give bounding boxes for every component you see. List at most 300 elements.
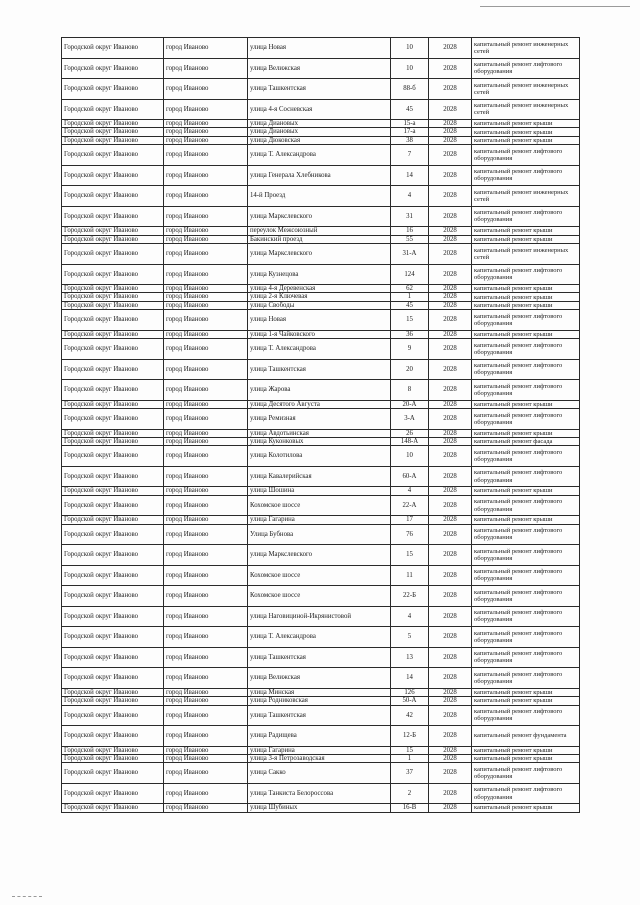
year-cell: 2028: [429, 606, 472, 627]
work-type-cell: капитальный ремонт крыши: [472, 516, 580, 524]
table-row: [62, 244, 580, 265]
street-cell: улица Колотилова: [248, 446, 391, 467]
settlement-cell: город Иваново: [164, 606, 248, 627]
settlement-cell: город Иваново: [164, 763, 248, 784]
work-type-cell: капитальный ремонт лифтового оборудования: [472, 466, 580, 487]
table-row: [62, 627, 580, 648]
street-cell: Кохомское шоссе: [248, 586, 391, 607]
house-number-cell: 16-В: [391, 804, 429, 812]
year-cell: 2028: [429, 763, 472, 784]
municipality-cell: Городской округ Иваново: [62, 359, 164, 380]
work-type-cell: капитальный ремонт крыши: [472, 688, 580, 696]
work-type-cell: капитальный ремонт крыши: [472, 301, 580, 309]
table-row: [62, 726, 580, 747]
work-type-cell: капитальный ремонт крыши: [472, 235, 580, 243]
work-type-cell: капитальный ремонт лифтового оборудования: [472, 206, 580, 227]
work-type-cell: капитальный ремонт инженерных сетей: [472, 244, 580, 265]
street-cell: улица Т. Александрова: [248, 145, 391, 166]
work-type-cell: капитальный ремонт лифтового оборудования: [472, 310, 580, 331]
municipality-cell: Городской округ Иваново: [62, 466, 164, 487]
municipality-cell: Городской округ Иваново: [62, 293, 164, 301]
year-cell: 2028: [429, 206, 472, 227]
settlement-cell: город Иваново: [164, 359, 248, 380]
table-row: [62, 38, 580, 59]
year-cell: 2028: [429, 380, 472, 401]
street-cell: улица 2-я Ключевая: [248, 293, 391, 301]
street-cell: улица Кузнецова: [248, 264, 391, 285]
table-row: [62, 754, 580, 762]
year-cell: 2028: [429, 58, 472, 79]
year-cell: 2028: [429, 487, 472, 495]
work-type-cell: капитальный ремонт лифтового оборудования: [472, 524, 580, 545]
table-row: [62, 565, 580, 586]
municipality-cell: Городской округ Иваново: [62, 58, 164, 79]
settlement-cell: город Иваново: [164, 136, 248, 144]
municipality-cell: Городской округ Иваново: [62, 783, 164, 804]
municipality-cell: Городской округ Иваново: [62, 206, 164, 227]
settlement-cell: город Иваново: [164, 128, 248, 136]
settlement-cell: город Иваново: [164, 301, 248, 309]
settlement-cell: город Иваново: [164, 647, 248, 668]
street-cell: улица Велижская: [248, 58, 391, 79]
table-row: [62, 446, 580, 467]
house-number-cell: 15: [391, 746, 429, 754]
street-cell: улица Куконковых: [248, 437, 391, 445]
house-number-cell: 4: [391, 487, 429, 495]
table-row: [62, 128, 580, 136]
table-row: [62, 586, 580, 607]
municipality-cell: Городской округ Иваново: [62, 726, 164, 747]
table-row: [62, 264, 580, 285]
table-row: [62, 429, 580, 437]
table-row: [62, 487, 580, 495]
settlement-cell: город Иваново: [164, 165, 248, 186]
street-cell: улица Авдотьинская: [248, 429, 391, 437]
street-cell: улица Т. Александрова: [248, 627, 391, 648]
year-cell: 2028: [429, 754, 472, 762]
municipality-cell: Городской округ Иваново: [62, 495, 164, 516]
house-number-cell: 31: [391, 206, 429, 227]
settlement-cell: город Иваново: [164, 310, 248, 331]
settlement-cell: город Иваново: [164, 446, 248, 467]
street-cell: улица 3-я Петрозаводская: [248, 754, 391, 762]
municipality-cell: Городской округ Иваново: [62, 244, 164, 265]
work-type-cell: капитальный ремонт крыши: [472, 293, 580, 301]
house-number-cell: 37: [391, 763, 429, 784]
settlement-cell: город Иваново: [164, 330, 248, 338]
work-type-cell: капитальный ремонт крыши: [472, 487, 580, 495]
year-cell: 2028: [429, 545, 472, 566]
municipality-cell: Городской округ Иваново: [62, 688, 164, 696]
municipality-cell: Городской округ Иваново: [62, 668, 164, 689]
repair-program-table: [61, 37, 580, 813]
street-cell: переулок Межсоюзный: [248, 227, 391, 235]
municipality-cell: Городской округ Иваново: [62, 804, 164, 812]
street-cell: улица Шубиных: [248, 804, 391, 812]
settlement-cell: город Иваново: [164, 120, 248, 128]
year-cell: 2028: [429, 746, 472, 754]
house-number-cell: 17-а: [391, 128, 429, 136]
settlement-cell: город Иваново: [164, 145, 248, 166]
municipality-cell: Городской округ Иваново: [62, 38, 164, 59]
settlement-cell: город Иваново: [164, 293, 248, 301]
municipality-cell: Городской округ Иваново: [62, 409, 164, 430]
municipality-cell: Городской округ Иваново: [62, 79, 164, 100]
settlement-cell: город Иваново: [164, 437, 248, 445]
house-number-cell: 38: [391, 136, 429, 144]
year-cell: 2028: [429, 437, 472, 445]
work-type-cell: капитальный ремонт лифтового оборудования: [472, 783, 580, 804]
year-cell: 2028: [429, 293, 472, 301]
house-number-cell: 60-А: [391, 466, 429, 487]
work-type-cell: капитальный ремонт крыши: [472, 429, 580, 437]
house-number-cell: 4: [391, 606, 429, 627]
table-row: [62, 705, 580, 726]
settlement-cell: город Иваново: [164, 285, 248, 293]
work-type-cell: капитальный ремонт фундамента: [472, 726, 580, 747]
table-row: [62, 330, 580, 338]
settlement-cell: город Иваново: [164, 783, 248, 804]
work-type-cell: капитальный ремонт лифтового оборудования: [472, 409, 580, 430]
municipality-cell: Городской округ Иваново: [62, 235, 164, 243]
municipality-cell: Городской округ Иваново: [62, 165, 164, 186]
year-cell: 2028: [429, 627, 472, 648]
work-type-cell: капитальный ремонт лифтового оборудования: [472, 359, 580, 380]
municipality-cell: Городской округ Иваново: [62, 301, 164, 309]
table-row: [62, 746, 580, 754]
year-cell: 2028: [429, 409, 472, 430]
settlement-cell: город Иваново: [164, 235, 248, 243]
street-cell: улица Ташкентская: [248, 359, 391, 380]
municipality-cell: Городской округ Иваново: [62, 754, 164, 762]
settlement-cell: город Иваново: [164, 264, 248, 285]
settlement-cell: город Иваново: [164, 754, 248, 762]
street-cell: улица Новая: [248, 310, 391, 331]
table-row: [62, 380, 580, 401]
work-type-cell: капитальный ремонт лифтового оборудования: [472, 145, 580, 166]
house-number-cell: 11: [391, 565, 429, 586]
street-cell: улица Гагарина: [248, 516, 391, 524]
settlement-cell: город Иваново: [164, 38, 248, 59]
municipality-cell: Городской округ Иваново: [62, 264, 164, 285]
year-cell: 2028: [429, 128, 472, 136]
year-cell: 2028: [429, 466, 472, 487]
table-row: [62, 339, 580, 360]
municipality-cell: Городской округ Иваново: [62, 285, 164, 293]
year-cell: 2028: [429, 310, 472, 331]
year-cell: 2028: [429, 495, 472, 516]
table-row: [62, 647, 580, 668]
house-number-cell: 15: [391, 545, 429, 566]
year-cell: 2028: [429, 524, 472, 545]
street-cell: улица Танкиста Белороссова: [248, 783, 391, 804]
year-cell: 2028: [429, 429, 472, 437]
municipality-cell: Городской округ Иваново: [62, 627, 164, 648]
work-type-cell: капитальный ремонт лифтового оборудования: [472, 606, 580, 627]
settlement-cell: город Иваново: [164, 688, 248, 696]
year-cell: 2028: [429, 264, 472, 285]
table-body: [62, 38, 580, 813]
table-row: [62, 293, 580, 301]
work-type-cell: капитальный ремонт лифтового оборудования: [472, 586, 580, 607]
work-type-cell: капитальный ремонт крыши: [472, 136, 580, 144]
year-cell: 2028: [429, 697, 472, 705]
municipality-cell: Городской округ Иваново: [62, 429, 164, 437]
street-cell: улица Кавалерийская: [248, 466, 391, 487]
street-cell: улица Ташкентская: [248, 79, 391, 100]
table-row: [62, 400, 580, 408]
work-type-cell: капитальный ремонт лифтового оборудования: [472, 264, 580, 285]
municipality-cell: Городской округ Иваново: [62, 339, 164, 360]
municipality-cell: Городской округ Иваново: [62, 586, 164, 607]
table-row: [62, 545, 580, 566]
street-cell: улица Шошина: [248, 487, 391, 495]
table-row: [62, 301, 580, 309]
house-number-cell: 76: [391, 524, 429, 545]
table-row: [62, 206, 580, 227]
year-cell: 2028: [429, 301, 472, 309]
municipality-cell: Городской округ Иваново: [62, 99, 164, 120]
table-row: [62, 99, 580, 120]
table-row: [62, 58, 580, 79]
house-number-cell: 9: [391, 339, 429, 360]
municipality-cell: Городской округ Иваново: [62, 746, 164, 754]
settlement-cell: город Иваново: [164, 495, 248, 516]
table-row: [62, 763, 580, 784]
year-cell: 2028: [429, 165, 472, 186]
street-cell: улица Ташкентская: [248, 647, 391, 668]
settlement-cell: город Иваново: [164, 400, 248, 408]
year-cell: 2028: [429, 79, 472, 100]
street-cell: улица Радищева: [248, 726, 391, 747]
page-edge-mark: [12, 896, 42, 897]
settlement-cell: город Иваново: [164, 380, 248, 401]
street-cell: улица Генерала Хлебникова: [248, 165, 391, 186]
table-row: [62, 120, 580, 128]
settlement-cell: город Иваново: [164, 99, 248, 120]
street-cell: улица Сакко: [248, 763, 391, 784]
street-cell: улица 4-я Сосневская: [248, 99, 391, 120]
municipality-cell: Городской округ Иваново: [62, 697, 164, 705]
municipality-cell: Городской округ Иваново: [62, 128, 164, 136]
settlement-cell: город Иваново: [164, 746, 248, 754]
settlement-cell: город Иваново: [164, 206, 248, 227]
year-cell: 2028: [429, 688, 472, 696]
year-cell: 2028: [429, 38, 472, 59]
settlement-cell: город Иваново: [164, 524, 248, 545]
settlement-cell: город Иваново: [164, 668, 248, 689]
house-number-cell: 22-А: [391, 495, 429, 516]
year-cell: 2028: [429, 186, 472, 207]
year-cell: 2028: [429, 783, 472, 804]
house-number-cell: 10: [391, 58, 429, 79]
settlement-cell: город Иваново: [164, 227, 248, 235]
settlement-cell: город Иваново: [164, 466, 248, 487]
table-row: [62, 227, 580, 235]
house-number-cell: 45: [391, 301, 429, 309]
street-cell: улица 4-я Деревенская: [248, 285, 391, 293]
work-type-cell: капитальный ремонт лифтового оборудования: [472, 763, 580, 784]
year-cell: 2028: [429, 804, 472, 812]
work-type-cell: капитальный ремонт крыши: [472, 120, 580, 128]
table-row: [62, 688, 580, 696]
municipality-cell: Городской округ Иваново: [62, 446, 164, 467]
settlement-cell: город Иваново: [164, 79, 248, 100]
street-cell: улица 1-я Чайковского: [248, 330, 391, 338]
house-number-cell: 36: [391, 330, 429, 338]
street-cell: улица Маркслевского: [248, 545, 391, 566]
settlement-cell: город Иваново: [164, 409, 248, 430]
street-cell: улица Маркслевского: [248, 244, 391, 265]
table-row: [62, 437, 580, 445]
table-row: [62, 310, 580, 331]
work-type-cell: капитальный ремонт лифтового оборудования: [472, 627, 580, 648]
street-cell: улица Т. Александрова: [248, 339, 391, 360]
table-row: [62, 285, 580, 293]
house-number-cell: 8: [391, 380, 429, 401]
house-number-cell: 50-А: [391, 697, 429, 705]
municipality-cell: Городской округ Иваново: [62, 565, 164, 586]
year-cell: 2028: [429, 285, 472, 293]
house-number-cell: 55: [391, 235, 429, 243]
street-cell: Кохомское шоссе: [248, 565, 391, 586]
work-type-cell: капитальный ремонт инженерных сетей: [472, 99, 580, 120]
year-cell: 2028: [429, 705, 472, 726]
table-row: [62, 409, 580, 430]
year-cell: 2028: [429, 136, 472, 144]
street-cell: улица Минская: [248, 688, 391, 696]
house-number-cell: 20-А: [391, 400, 429, 408]
settlement-cell: город Иваново: [164, 804, 248, 812]
year-cell: 2028: [429, 227, 472, 235]
street-cell: Улица Бубнова: [248, 524, 391, 545]
work-type-cell: капитальный ремонт лифтового оборудования: [472, 668, 580, 689]
table-row: [62, 79, 580, 100]
house-number-cell: 3-А: [391, 409, 429, 430]
work-type-cell: капитальный ремонт крыши: [472, 746, 580, 754]
settlement-cell: город Иваново: [164, 697, 248, 705]
settlement-cell: город Иваново: [164, 627, 248, 648]
municipality-cell: Городской округ Иваново: [62, 524, 164, 545]
work-type-cell: капитальный ремонт инженерных сетей: [472, 38, 580, 59]
year-cell: 2028: [429, 668, 472, 689]
table-row: [62, 145, 580, 166]
work-type-cell: капитальный ремонт лифтового оборудования: [472, 165, 580, 186]
house-number-cell: 12-Б: [391, 726, 429, 747]
municipality-cell: Городской округ Иваново: [62, 606, 164, 627]
municipality-cell: Городской округ Иваново: [62, 227, 164, 235]
municipality-cell: Городской округ Иваново: [62, 136, 164, 144]
house-number-cell: 2: [391, 783, 429, 804]
street-cell: улица Наговициной-Икрянистовой: [248, 606, 391, 627]
year-cell: 2028: [429, 400, 472, 408]
work-type-cell: капитальный ремонт крыши: [472, 697, 580, 705]
work-type-cell: капитальный ремонт инженерных сетей: [472, 186, 580, 207]
table-row: [62, 165, 580, 186]
settlement-cell: город Иваново: [164, 726, 248, 747]
house-number-cell: 1: [391, 754, 429, 762]
settlement-cell: город Иваново: [164, 339, 248, 360]
table-row: [62, 783, 580, 804]
work-type-cell: капитальный ремонт лифтового оборудования: [472, 380, 580, 401]
house-number-cell: 7: [391, 145, 429, 166]
municipality-cell: Городской округ Иваново: [62, 705, 164, 726]
house-number-cell: 126: [391, 688, 429, 696]
house-number-cell: 10: [391, 446, 429, 467]
table-row: [62, 495, 580, 516]
work-type-cell: капитальный ремонт лифтового оборудования: [472, 565, 580, 586]
street-cell: улица Диановых: [248, 120, 391, 128]
table-row: [62, 516, 580, 524]
settlement-cell: город Иваново: [164, 244, 248, 265]
street-cell: улица Свободы: [248, 301, 391, 309]
year-cell: 2028: [429, 565, 472, 586]
settlement-cell: город Иваново: [164, 705, 248, 726]
house-number-cell: 13: [391, 647, 429, 668]
house-number-cell: 17: [391, 516, 429, 524]
settlement-cell: город Иваново: [164, 565, 248, 586]
house-number-cell: 16: [391, 227, 429, 235]
work-type-cell: капитальный ремонт лифтового оборудования: [472, 58, 580, 79]
municipality-cell: Городской округ Иваново: [62, 330, 164, 338]
work-type-cell: капитальный ремонт лифтового оборудования: [472, 446, 580, 467]
house-number-cell: 22-Б: [391, 586, 429, 607]
settlement-cell: город Иваново: [164, 545, 248, 566]
municipality-cell: Городской округ Иваново: [62, 400, 164, 408]
settlement-cell: город Иваново: [164, 487, 248, 495]
street-cell: улица Гагарина: [248, 746, 391, 754]
house-number-cell: 15-а: [391, 120, 429, 128]
table-row: [62, 524, 580, 545]
table-row: [62, 466, 580, 487]
street-cell: улица Родниковская: [248, 697, 391, 705]
municipality-cell: Городской округ Иваново: [62, 545, 164, 566]
work-type-cell: капитальный ремонт крыши: [472, 804, 580, 812]
municipality-cell: Городской округ Иваново: [62, 120, 164, 128]
house-number-cell: 4: [391, 186, 429, 207]
table-row: [62, 804, 580, 812]
work-type-cell: капитальный ремонт фасада: [472, 437, 580, 445]
year-cell: 2028: [429, 359, 472, 380]
municipality-cell: Городской округ Иваново: [62, 487, 164, 495]
settlement-cell: город Иваново: [164, 586, 248, 607]
house-number-cell: 20: [391, 359, 429, 380]
house-number-cell: 124: [391, 264, 429, 285]
year-cell: 2028: [429, 726, 472, 747]
work-type-cell: капитальный ремонт лифтового оборудования: [472, 705, 580, 726]
settlement-cell: город Иваново: [164, 186, 248, 207]
house-number-cell: 31-А: [391, 244, 429, 265]
house-number-cell: 88-б: [391, 79, 429, 100]
top-rule: [480, 6, 630, 7]
municipality-cell: Городской округ Иваново: [62, 380, 164, 401]
municipality-cell: Городской округ Иваново: [62, 145, 164, 166]
work-type-cell: капитальный ремонт крыши: [472, 330, 580, 338]
table-row: [62, 359, 580, 380]
settlement-cell: город Иваново: [164, 58, 248, 79]
year-cell: 2028: [429, 330, 472, 338]
municipality-cell: Городской округ Иваново: [62, 763, 164, 784]
table-row: [62, 186, 580, 207]
street-cell: улица Ремизная: [248, 409, 391, 430]
street-cell: Бакинский проезд: [248, 235, 391, 243]
year-cell: 2028: [429, 516, 472, 524]
municipality-cell: Городской округ Иваново: [62, 186, 164, 207]
work-type-cell: капитальный ремонт инженерных сетей: [472, 79, 580, 100]
year-cell: 2028: [429, 99, 472, 120]
house-number-cell: 14: [391, 165, 429, 186]
street-cell: улица Новая: [248, 38, 391, 59]
